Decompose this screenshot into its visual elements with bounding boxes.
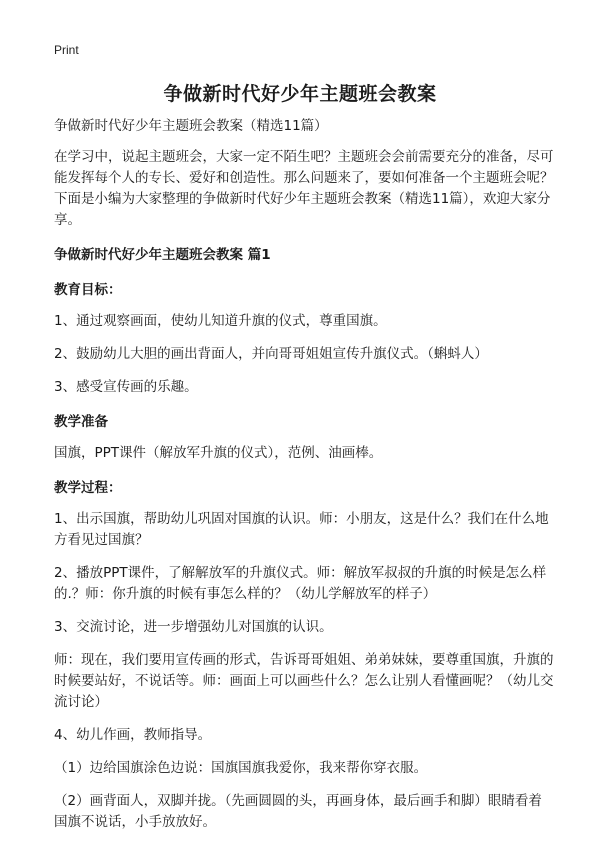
document-body — [54, 116, 554, 845]
process-item: 2、播放PPT课件，了解解放军的升旗仪式。师：解放军叔叔的升旗的时候是怎么样的.？师：你升旗的时候有事怎么样的？（幼儿学解放军的样子） — [54, 565, 547, 602]
process-item: （2）画背面人，双脚并拢。（先画圆圆的头，再画身体，最后画手和脚）眼睛看着国旗不说话，小手放放好。 — [54, 793, 542, 830]
print-label: Print — [54, 43, 79, 57]
goal-item: 2、鼓励幼儿大胆的画出背面人，并向哥哥姐姐宣传升旗仪式。（蝌蚪人） — [54, 346, 488, 362]
intro-paragraph: 在学习中，说起主题班会，大家一定不陌生吧？主题班会会前需要充分的准备，尽可能发挥每个人的专长、爱好和创造性。那么问题来了，要如何准备一个主题班会呢？下面是小编为大家整理的争做新时代好少年主题班会教案（精选11篇），欢迎大家分享。 — [54, 149, 554, 228]
subtitle: 争做新时代好少年主题班会教案（精选11篇） — [54, 118, 328, 134]
process-heading: 教学过程： — [54, 480, 122, 496]
process-item: 师：现在，我们要用宣传画的形式，告诉哥哥姐姐、弟弟妹妹，要尊重国旗，升旗的时候要站好，不说话等。师：画面上可以画些什么？怎么让别人看懂画呢？（幼儿交流讨论） — [54, 652, 554, 710]
page-title: 争做新时代好少年主题班会教案 — [163, 83, 437, 105]
goals-heading: 教育目标： — [54, 282, 122, 298]
process-item: 4、幼儿作画，教师指导。 — [54, 727, 212, 743]
preparation-heading: 教学准备 — [54, 414, 108, 430]
preparation-text: 国旗，PPT课件（解放军升旗的仪式），范例、油画棒。 — [54, 445, 383, 461]
process-item: 3、交流讨论，进一步增强幼儿对国旗的认识。 — [54, 619, 333, 635]
goal-item: 1、通过观察画面，使幼儿知道升旗的仪式，尊重国旗。 — [54, 313, 387, 329]
section-title: 争做新时代好少年主题班会教案 篇1 — [54, 247, 271, 263]
goal-item: 3、感受宣传画的乐趣。 — [54, 379, 198, 395]
process-item: （1）边给国旗涂色边说：国旗国旗我爱你，我来帮你穿衣服。 — [54, 760, 428, 776]
process-item: 1、出示国旗，帮助幼儿巩固对国旗的认识。师：小朋友，这是什么？我们在什么地方看见过国旗？ — [54, 511, 549, 548]
